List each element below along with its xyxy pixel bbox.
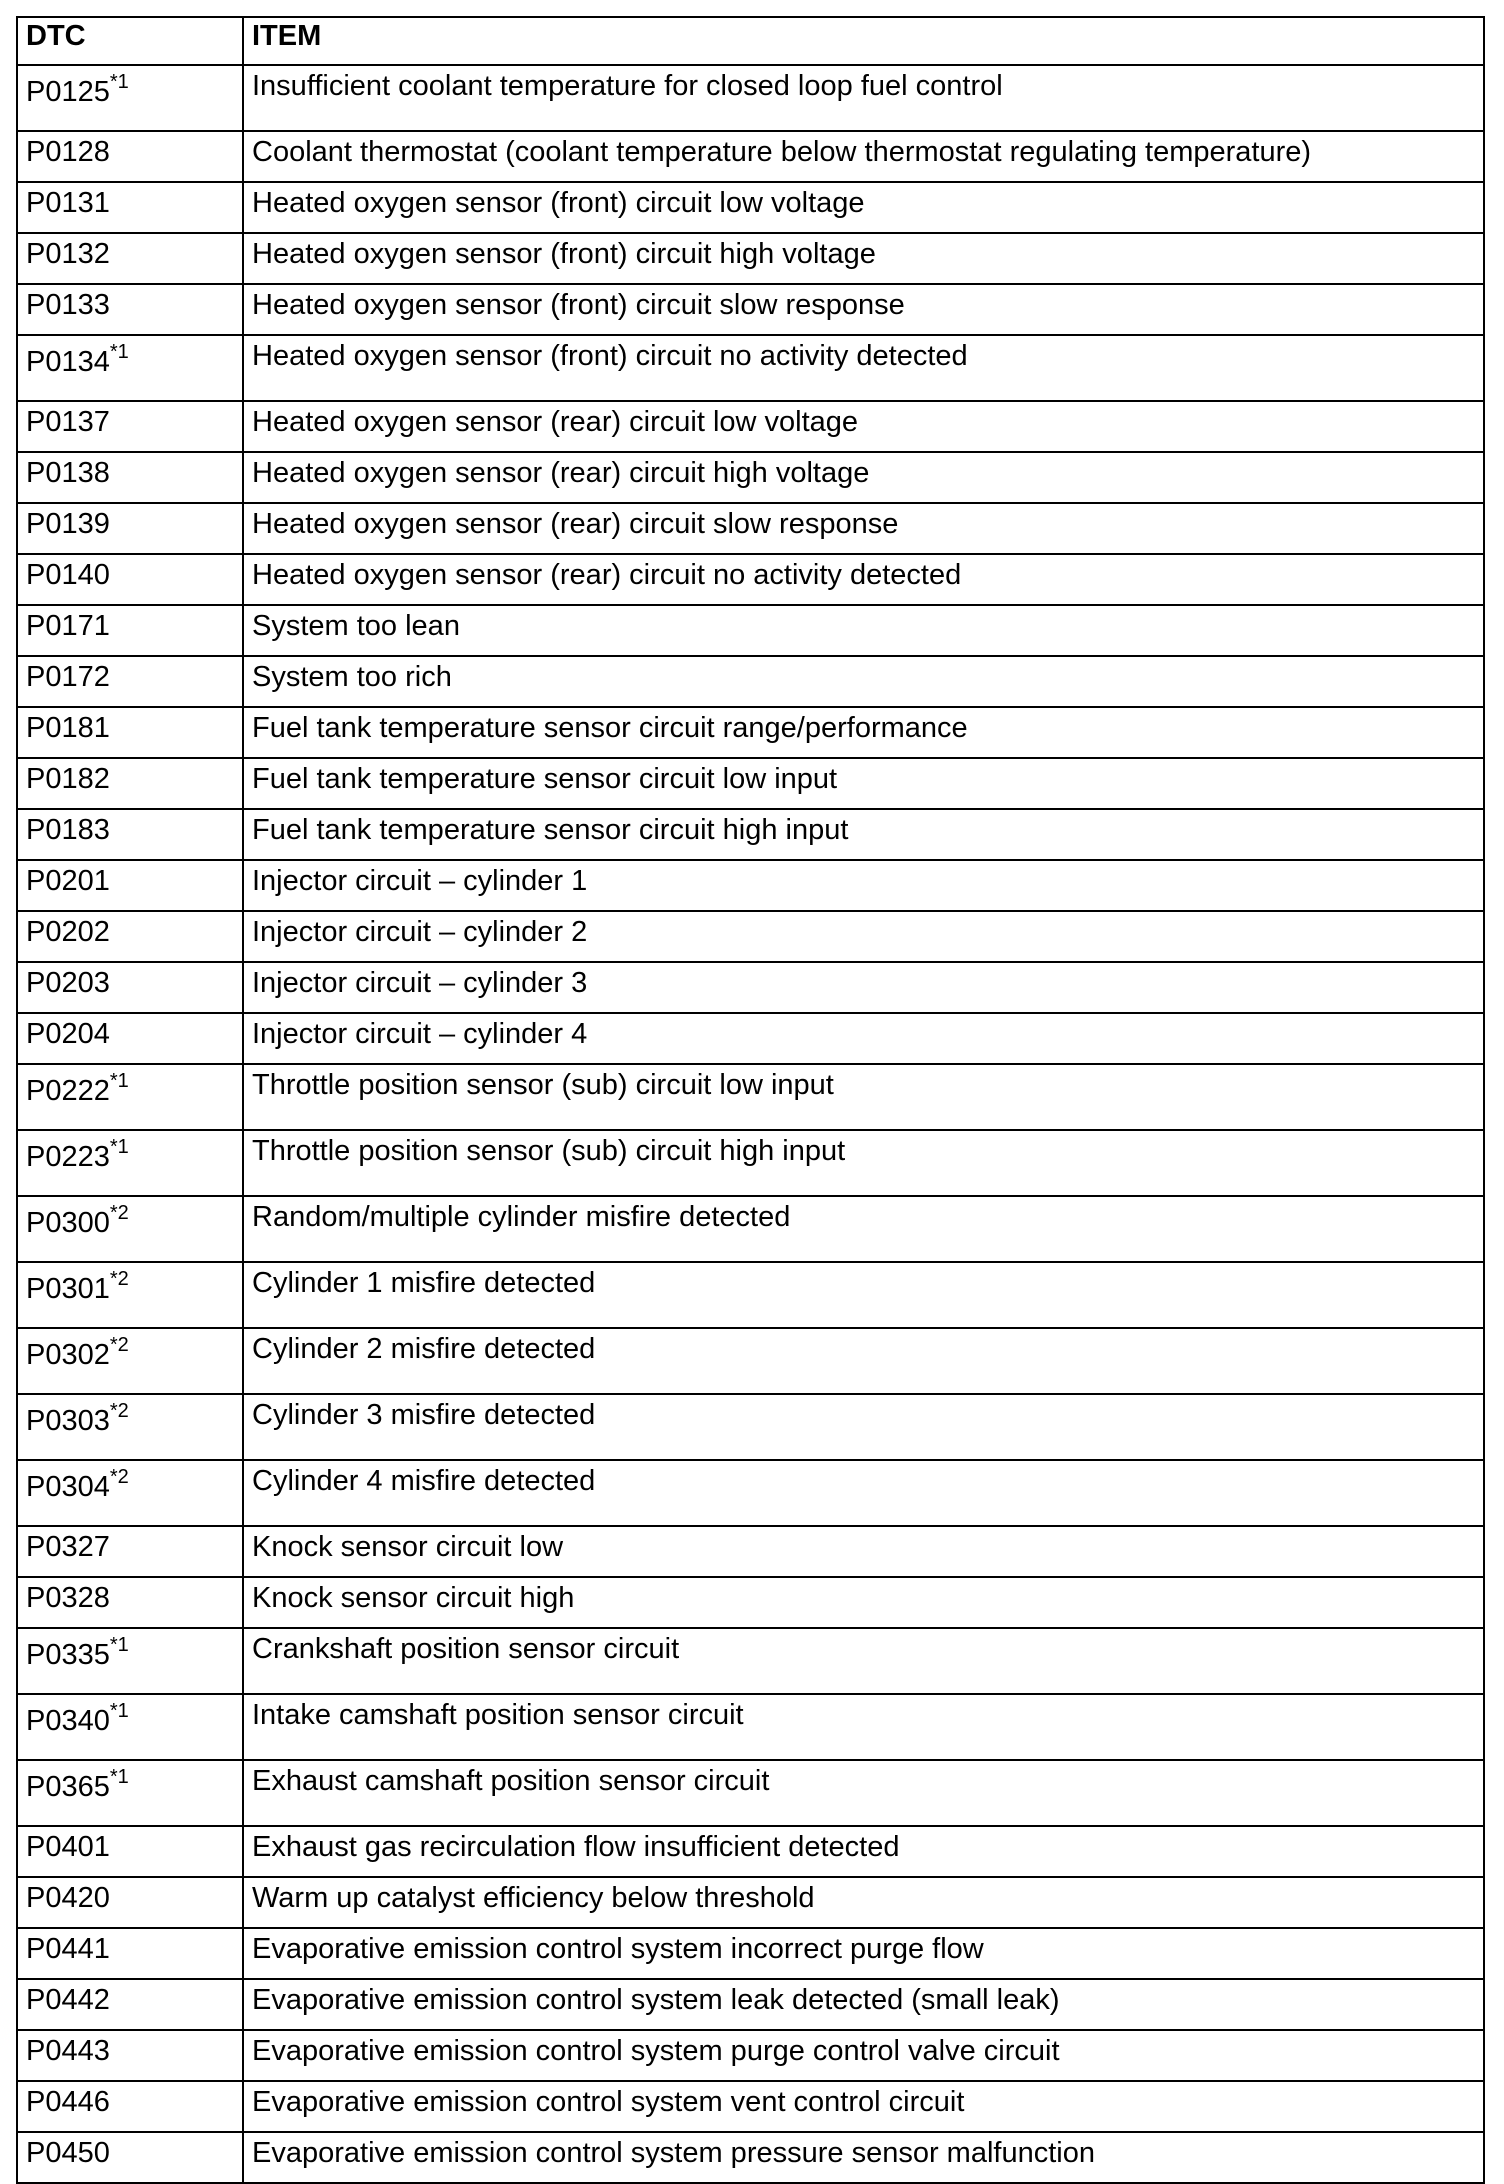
dtc-table [16,16,1485,2184]
dtc-item-cell: Cylinder 3 misfire detected [243,1394,1484,1460]
dtc-code-cell [17,2132,243,2183]
table-row [17,605,1484,656]
dtc-footnote-marker: *2 [109,1268,129,1291]
dtc-code: P0137 [26,406,110,438]
table-row [17,65,1484,131]
dtc-code: P0133 [26,289,110,321]
dtc-item-cell: Heated oxygen sensor (front) circuit high voltage [243,233,1484,284]
table-row [17,1694,1484,1760]
dtc-item-cell: Fuel tank temperature sensor circuit high input [243,809,1484,860]
table-row [17,1979,1484,2030]
table-row [17,1394,1484,1460]
dtc-code: P0134 [26,346,110,378]
dtc-code: P0442 [26,1984,110,2016]
dtc-code: P0302 [26,1339,110,1371]
dtc-code: P0183 [26,814,110,846]
dtc-item-cell: Heated oxygen sensor (front) circuit no activity detected [243,335,1484,401]
dtc-code-cell [17,1064,243,1130]
dtc-code-cell [17,335,243,401]
dtc-item-cell: Evaporative emission control system incorrect purge flow [243,1928,1484,1979]
dtc-code: P0201 [26,865,110,897]
table-row [17,401,1484,452]
table-row [17,1877,1484,1928]
table-row [17,284,1484,335]
dtc-item-cell: Heated oxygen sensor (rear) circuit no activity detected [243,554,1484,605]
table-row [17,1262,1484,1328]
table-row [17,2081,1484,2132]
table-row [17,2030,1484,2081]
dtc-item-cell: Knock sensor circuit low [243,1526,1484,1577]
dtc-item-cell: Cylinder 1 misfire detected [243,1262,1484,1328]
dtc-code-cell [17,2030,243,2081]
table-row [17,809,1484,860]
dtc-item-cell: Heated oxygen sensor (front) circuit slow response [243,284,1484,335]
dtc-item-cell: System too lean [243,605,1484,656]
dtc-code-cell [17,554,243,605]
dtc-code: P0140 [26,559,110,591]
table-row [17,1928,1484,1979]
dtc-footnote-marker: *1 [109,1766,129,1789]
dtc-code-cell [17,1928,243,1979]
dtc-footnote-marker: *2 [109,1400,129,1423]
table-row [17,758,1484,809]
dtc-code: P0202 [26,916,110,948]
dtc-code: P0131 [26,187,110,219]
dtc-code: P0125 [26,76,110,108]
dtc-code-cell [17,1328,243,1394]
dtc-code-cell [17,707,243,758]
table-header-row [17,17,1484,65]
dtc-code: P0327 [26,1531,110,1563]
dtc-code: P0204 [26,1018,110,1050]
table-row [17,1577,1484,1628]
dtc-item-cell: Coolant thermostat (coolant temperature below thermostat regulating temperature) [243,131,1484,182]
dtc-code: P0139 [26,508,110,540]
dtc-item-cell: Crankshaft position sensor circuit [243,1628,1484,1694]
dtc-code: P0365 [26,1771,110,1803]
table-row [17,503,1484,554]
dtc-item-cell: Cylinder 4 misfire detected [243,1460,1484,1526]
dtc-code-cell [17,1196,243,1262]
dtc-code: P0171 [26,610,110,642]
dtc-code: P0443 [26,2035,110,2067]
dtc-item-cell: Exhaust gas recirculation flow insufficient detected [243,1826,1484,1877]
table-row [17,182,1484,233]
dtc-code: P0304 [26,1471,110,1503]
dtc-code-cell [17,1013,243,1064]
dtc-item-cell: Insufficient coolant temperature for closed loop fuel control [243,65,1484,131]
dtc-code: P0441 [26,1933,110,1965]
dtc-item-cell: Injector circuit – cylinder 2 [243,911,1484,962]
dtc-item-cell: System too rich [243,656,1484,707]
table-row [17,1130,1484,1196]
dtc-code-cell [17,233,243,284]
dtc-code: P0303 [26,1405,110,1437]
dtc-code-cell [17,1130,243,1196]
dtc-code: P0420 [26,1882,110,1914]
table-row [17,131,1484,182]
dtc-code: P0182 [26,763,110,795]
dtc-code-cell [17,1694,243,1760]
dtc-item-cell: Evaporative emission control system pressure sensor malfunction [243,2132,1484,2183]
table-row [17,1013,1484,1064]
dtc-code: P0340 [26,1705,110,1737]
table-row [17,1328,1484,1394]
dtc-code-cell [17,860,243,911]
table-row [17,1196,1484,1262]
dtc-code-cell [17,284,243,335]
dtc-footnote-marker: *1 [109,1136,129,1159]
dtc-code-cell [17,911,243,962]
dtc-code-cell [17,503,243,554]
table-row [17,233,1484,284]
dtc-code-cell [17,1760,243,1826]
dtc-code-cell [17,1979,243,2030]
dtc-item-cell: Fuel tank temperature sensor circuit low input [243,758,1484,809]
dtc-code: P0401 [26,1831,110,1863]
dtc-code-cell [17,2081,243,2132]
dtc-item-cell: Throttle position sensor (sub) circuit low input [243,1064,1484,1130]
dtc-code: P0300 [26,1207,110,1239]
dtc-code: P0335 [26,1639,110,1671]
dtc-item-cell: Injector circuit – cylinder 4 [243,1013,1484,1064]
dtc-code: P0328 [26,1582,110,1614]
header-dtc: DTC [17,17,243,65]
dtc-code-cell [17,605,243,656]
dtc-code: P0138 [26,457,110,489]
dtc-code: P0450 [26,2137,110,2169]
table-row [17,1526,1484,1577]
dtc-footnote-marker: *1 [109,71,129,94]
dtc-code: P0181 [26,712,110,744]
dtc-item-cell: Intake camshaft position sensor circuit [243,1694,1484,1760]
dtc-code-cell [17,1394,243,1460]
dtc-item-cell: Throttle position sensor (sub) circuit high input [243,1130,1484,1196]
dtc-footnote-marker: *1 [109,341,129,364]
dtc-code-cell [17,131,243,182]
dtc-code-cell [17,65,243,131]
dtc-item-cell: Knock sensor circuit high [243,1577,1484,1628]
table-row [17,1760,1484,1826]
dtc-code-cell [17,452,243,503]
table-row [17,2132,1484,2183]
table-row [17,707,1484,758]
dtc-item-cell: Injector circuit – cylinder 3 [243,962,1484,1013]
dtc-item-cell: Evaporative emission control system purge control valve circuit [243,2030,1484,2081]
dtc-code-cell [17,182,243,233]
dtc-code-cell [17,809,243,860]
header-item: ITEM [243,17,1484,65]
dtc-footnote-marker: *2 [109,1334,129,1357]
dtc-code: P0128 [26,136,110,168]
dtc-code: P0203 [26,967,110,999]
dtc-code: P0132 [26,238,110,270]
dtc-item-cell: Heated oxygen sensor (rear) circuit high voltage [243,452,1484,503]
table-row [17,1064,1484,1130]
dtc-item-cell: Random/multiple cylinder misfire detected [243,1196,1484,1262]
dtc-item-cell: Heated oxygen sensor (rear) circuit low voltage [243,401,1484,452]
dtc-code: P0222 [26,1075,110,1107]
dtc-footnote-marker: *1 [109,1700,129,1723]
dtc-code: P0446 [26,2086,110,2118]
dtc-item-cell: Cylinder 2 misfire detected [243,1328,1484,1394]
table-row [17,860,1484,911]
dtc-code-cell [17,1262,243,1328]
dtc-code: P0172 [26,661,110,693]
table-body [17,65,1484,2183]
dtc-code: P0301 [26,1273,110,1305]
dtc-item-cell: Heated oxygen sensor (front) circuit low voltage [243,182,1484,233]
dtc-item-cell: Fuel tank temperature sensor circuit range/performance [243,707,1484,758]
table-row [17,554,1484,605]
dtc-footnote-marker: *1 [109,1634,129,1657]
dtc-item-cell: Injector circuit – cylinder 1 [243,860,1484,911]
table-row [17,452,1484,503]
dtc-item-cell: Evaporative emission control system vent control circuit [243,2081,1484,2132]
table-row [17,962,1484,1013]
dtc-item-cell: Heated oxygen sensor (rear) circuit slow response [243,503,1484,554]
table-row [17,1460,1484,1526]
dtc-item-cell: Warm up catalyst efficiency below threshold [243,1877,1484,1928]
dtc-code-cell [17,962,243,1013]
dtc-code-cell [17,1877,243,1928]
dtc-code-cell [17,1628,243,1694]
dtc-code-cell [17,1577,243,1628]
table-row [17,911,1484,962]
dtc-code-cell [17,1526,243,1577]
dtc-footnote-marker: *1 [109,1070,129,1093]
dtc-footnote-marker: *2 [109,1466,129,1489]
dtc-code: P0223 [26,1141,110,1173]
table-row [17,1628,1484,1694]
dtc-item-cell: Evaporative emission control system leak detected (small leak) [243,1979,1484,2030]
dtc-code-cell [17,401,243,452]
table-row [17,656,1484,707]
dtc-code-cell [17,656,243,707]
dtc-code-cell [17,758,243,809]
table-row [17,335,1484,401]
dtc-code-cell [17,1826,243,1877]
dtc-item-cell: Exhaust camshaft position sensor circuit [243,1760,1484,1826]
dtc-code-cell [17,1460,243,1526]
dtc-footnote-marker: *2 [109,1202,129,1225]
table-row [17,1826,1484,1877]
